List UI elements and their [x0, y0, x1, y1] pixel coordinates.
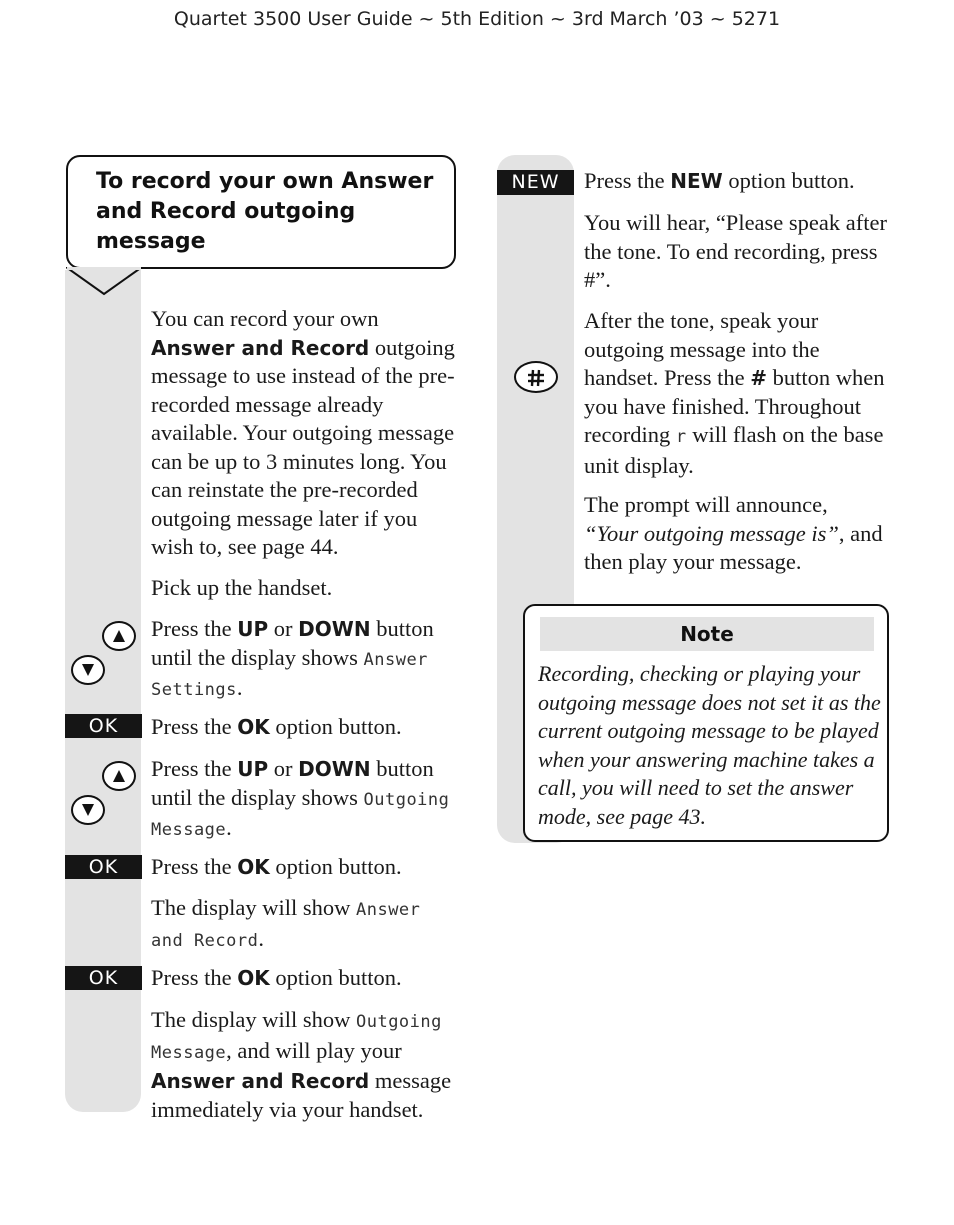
- pickup-instruction: Pick up the handset.: [151, 575, 333, 600]
- note-text: Recording, checking or playing your outgoing message does not set it as the current outgoing message to be played when your answering machine takes a call, you will need to set the answer mode, see page 43.: [538, 661, 881, 829]
- ok-button-label: OK: [65, 966, 142, 990]
- after-tone-paragraph: After the tone, speak your outgoing message into the handset. Press the # button when you have finished. Throughout recording r will flash on the base unit display.: [584, 308, 885, 478]
- prompt-paragraph: The prompt will announce, “Your outgoing message is”, and then play your message.: [584, 492, 883, 574]
- down-arrow-icon: [81, 803, 95, 817]
- hash-icon: [527, 369, 545, 387]
- note-title: Note: [540, 617, 874, 651]
- ok-button-label: OK: [65, 714, 142, 738]
- display-outgoing-message: The display will show Outgoing Message, and will play your Answer and Record message immediately via your handset.: [151, 1007, 452, 1122]
- page-header: Quartet 3500 User Guide ~ 5th Edition ~ 3rd March ’03 ~ 5271: [173, 8, 781, 30]
- step-press-ok: Press the OK option button.: [151, 714, 402, 739]
- up-arrow-icon: [112, 629, 126, 643]
- new-button-label: NEW: [497, 170, 574, 195]
- down-button: [71, 655, 105, 685]
- up-arrow-icon: [112, 769, 126, 783]
- display-answer-and-record: The display will show Answer and Record.: [151, 895, 421, 951]
- callout-pointer: [66, 267, 146, 297]
- ok-button-label: OK: [65, 855, 142, 879]
- section-title: To record your own Answer and Record outgoing message: [96, 169, 434, 254]
- step-press-ok: Press the OK option button.: [151, 854, 402, 879]
- step-updown-answer-settings: Press the UP or DOWN button until the display shows Answer Settings.: [151, 616, 434, 700]
- up-button: [102, 761, 136, 791]
- down-button: [71, 795, 105, 825]
- note-box: [523, 604, 889, 842]
- hear-prompt-paragraph: You will hear, “Please speak after the tone. To end recording, press #”.: [584, 210, 887, 292]
- intro-paragraph: You can record your own Answer and Record outgoing message to use instead of the pre-recorded message already available. Your outgoing message can be up to 3 minutes long. You can reinstate the pre-recorded outgoing message later if you wish to, see page 44.: [151, 306, 455, 559]
- step-press-new: Press the NEW option button.: [584, 168, 855, 193]
- up-button: [102, 621, 136, 651]
- step-press-ok: Press the OK option button.: [151, 965, 402, 990]
- section-callout: [66, 155, 456, 269]
- hash-button: [514, 361, 558, 393]
- down-arrow-icon: [81, 663, 95, 677]
- step-updown-outgoing-message: Press the UP or DOWN button until the display shows Outgoing Message.: [151, 756, 450, 840]
